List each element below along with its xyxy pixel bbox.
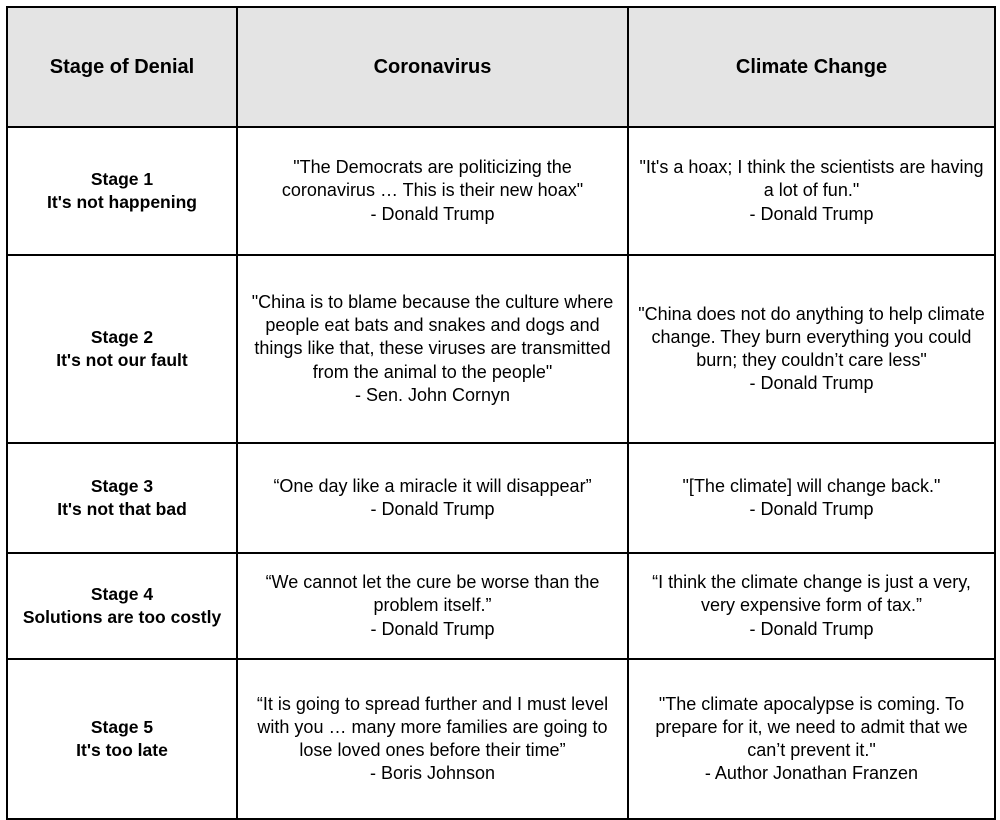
stages-of-denial-table <box>6 6 996 820</box>
quote-attribution: - Donald Trump <box>370 618 495 639</box>
quote-text: "It's a hoax; I think the scientists are having a lot of fun." <box>639 157 984 201</box>
quote-attribution: - Donald Trump <box>370 203 495 224</box>
coronavirus-quote-5 <box>237 659 628 819</box>
quote-attribution: - Donald Trump <box>370 499 495 519</box>
quote-text: “It is going to spread further and I must level with you … many more families are going to lose loved ones before their time” <box>256 693 609 760</box>
table-header-row <box>7 7 995 127</box>
quote-attribution: - Sen. John Cornyn <box>354 384 511 405</box>
stage-label-4: Stage 4 Solutions are too costly <box>7 553 237 659</box>
climate-quote-4 <box>628 553 995 659</box>
quote-text: "China does not do anything to help climate change. They burn everything you could burn; they couldn’t care less" <box>638 303 985 370</box>
quote-attribution: - Author Jonathan Franzen <box>704 763 919 784</box>
table-row <box>7 553 995 659</box>
table-row <box>7 127 995 255</box>
coronavirus-quote-1 <box>237 127 628 255</box>
stage-label-1: Stage 1 It's not happening <box>7 127 237 255</box>
quote-attribution: - Donald Trump <box>749 373 874 394</box>
stage-label-5: Stage 5 It's too late <box>7 659 237 819</box>
quote-attribution: - Boris Johnson <box>369 763 496 784</box>
quote-text: “I think the climate change is just a very, very expensive form of tax.” <box>652 572 971 616</box>
stage-label-3: Stage 3 It's not that bad <box>7 443 237 553</box>
climate-quote-2 <box>628 255 995 443</box>
coronavirus-quote-3 <box>237 443 628 553</box>
quote-text: “One day like a miracle it will disappear” <box>273 475 592 496</box>
quote-attribution: - Donald Trump <box>749 499 874 519</box>
column-header-climate-change: Climate Change <box>628 7 995 127</box>
coronavirus-quote-4 <box>237 553 628 659</box>
coronavirus-quote-2 <box>237 255 628 443</box>
climate-quote-1 <box>628 127 995 255</box>
climate-quote-3 <box>628 443 995 553</box>
quote-text: "The Democrats are politicizing the coronavirus … This is their new hoax" <box>281 157 584 201</box>
quote-text: “We cannot let the cure be worse than the problem itself.” <box>265 572 600 616</box>
quote-attribution: - Donald Trump <box>749 618 874 639</box>
stage-label-2: Stage 2 It's not our fault <box>7 255 237 443</box>
table-row <box>7 443 995 553</box>
table-body <box>7 127 995 819</box>
table-row <box>7 659 995 819</box>
column-header-coronavirus: Coronavirus <box>237 7 628 127</box>
table-header <box>7 7 995 127</box>
climate-quote-5 <box>628 659 995 819</box>
quote-text: "[The climate] will change back." <box>682 475 941 496</box>
quote-text: "The climate apocalypse is coming. To prepare for it, we need to admit that we can’t prevent it." <box>655 693 968 760</box>
quote-text: "China is to blame because the culture where people eat bats and snakes and dogs and things like that, these viruses are transmitted from the animal to the people" <box>251 292 614 382</box>
column-header-stage-of-denial: Stage of Denial <box>7 7 237 127</box>
table-row <box>7 255 995 443</box>
quote-attribution: - Donald Trump <box>749 203 874 224</box>
